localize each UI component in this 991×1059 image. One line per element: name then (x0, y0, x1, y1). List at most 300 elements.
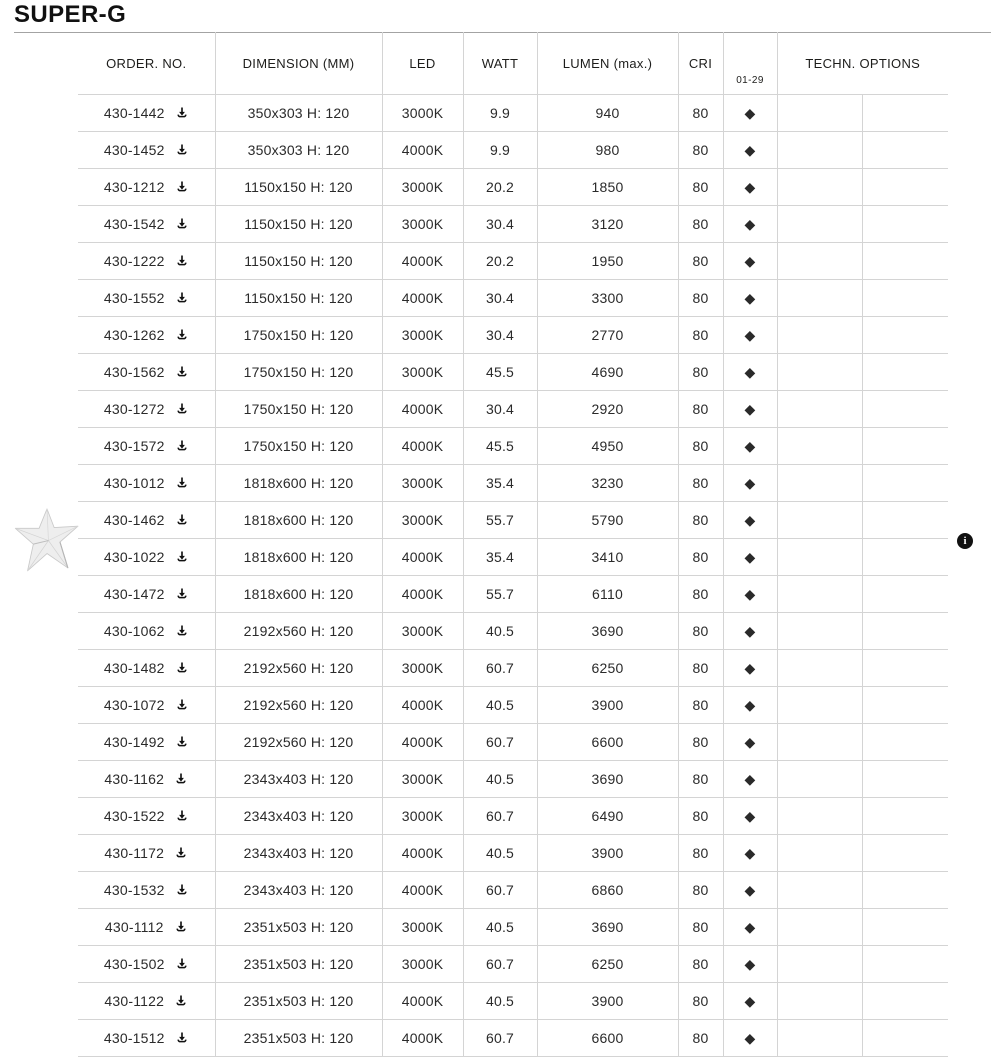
techn-option-cell-2 (862, 243, 948, 280)
techn-option-cell-1 (777, 502, 862, 539)
order-no-cell (78, 465, 215, 502)
lumen-cell: 6250 (537, 650, 678, 687)
download-icon[interactable] (174, 994, 188, 1008)
table-row (78, 761, 948, 798)
diamond-cell: ◆ (723, 798, 777, 835)
cri-cell: 80 (678, 687, 723, 724)
order-number: 430-1122 (104, 993, 165, 1009)
order-number: 430-1552 (103, 290, 165, 306)
techn-option-cell-1 (777, 391, 862, 428)
watt-cell: 20.2 (463, 243, 537, 280)
watt-cell: 40.5 (463, 835, 537, 872)
dimension-cell: 1750x150 H: 120 (215, 428, 382, 465)
header-dimension: DIMENSION (MM) (215, 32, 382, 95)
cri-cell: 80 (678, 95, 723, 132)
dimension-cell: 1150x150 H: 120 (215, 169, 382, 206)
watt-cell: 40.5 (463, 761, 537, 798)
dimension-cell: 350x303 H: 120 (215, 95, 382, 132)
order-no-cell (78, 539, 215, 576)
dimension-cell: 1150x150 H: 120 (215, 280, 382, 317)
watt-cell: 30.4 (463, 206, 537, 243)
lumen-cell: 3900 (537, 687, 678, 724)
order-no-cell (78, 650, 215, 687)
techn-option-cell-1 (777, 317, 862, 354)
led-cell: 3000K (382, 169, 463, 206)
download-icon[interactable] (175, 439, 189, 453)
dimension-cell: 2351x503 H: 120 (215, 909, 382, 946)
led-cell: 4000K (382, 687, 463, 724)
order-no-cell (78, 872, 215, 909)
diamond-cell: ◆ (723, 687, 777, 724)
table-row (78, 1020, 948, 1057)
diamond-cell: ◆ (723, 650, 777, 687)
dimension-cell: 2343x403 H: 120 (215, 798, 382, 835)
diamond-cell: ◆ (723, 243, 777, 280)
info-icon[interactable] (957, 533, 973, 549)
dimension-cell: 1150x150 H: 120 (215, 243, 382, 280)
cri-cell: 80 (678, 169, 723, 206)
cri-cell: 80 (678, 243, 723, 280)
table-row (78, 798, 948, 835)
techn-option-cell-1 (777, 280, 862, 317)
dimension-cell: 2351x503 H: 120 (215, 946, 382, 983)
dimension-cell: 1750x150 H: 120 (215, 354, 382, 391)
diamond-cell: ◆ (723, 317, 777, 354)
diamond-cell: ◆ (723, 539, 777, 576)
led-cell: 4000K (382, 391, 463, 428)
download-icon[interactable] (175, 402, 189, 416)
techn-option-cell-1 (777, 872, 862, 909)
techn-option-cell-1 (777, 1020, 862, 1057)
diamond-cell: ◆ (723, 761, 777, 798)
diamond-cell: ◆ (723, 428, 777, 465)
watt-cell: 45.5 (463, 354, 537, 391)
order-number: 430-1482 (103, 660, 165, 676)
table-row (78, 539, 948, 576)
download-icon[interactable] (175, 1031, 189, 1045)
led-cell: 4000K (382, 1020, 463, 1057)
techn-option-cell-2 (862, 613, 948, 650)
watt-cell: 9.9 (463, 95, 537, 132)
table-row (78, 95, 948, 132)
cri-cell: 80 (678, 613, 723, 650)
dimension-cell: 1818x600 H: 120 (215, 465, 382, 502)
led-cell: 3000K (382, 650, 463, 687)
led-cell: 4000K (382, 243, 463, 280)
download-icon[interactable] (175, 476, 189, 490)
led-cell: 3000K (382, 206, 463, 243)
dimension-cell: 2351x503 H: 120 (215, 1020, 382, 1057)
order-number: 430-1272 (103, 401, 165, 417)
download-icon[interactable] (175, 587, 189, 601)
techn-option-cell-1 (777, 650, 862, 687)
order-no-cell (78, 206, 215, 243)
table-row (78, 243, 948, 280)
download-icon[interactable] (175, 217, 189, 231)
lumen-cell: 6600 (537, 724, 678, 761)
product-thumbnail-super-g-icon (10, 506, 84, 578)
led-cell: 3000K (382, 798, 463, 835)
table-row (78, 280, 948, 317)
cri-cell: 80 (678, 280, 723, 317)
led-cell: 3000K (382, 613, 463, 650)
download-icon[interactable] (175, 254, 189, 268)
order-no-cell (78, 613, 215, 650)
techn-option-cell-2 (862, 280, 948, 317)
order-no-cell (78, 835, 215, 872)
dimension-cell: 2351x503 H: 120 (215, 983, 382, 1020)
lumen-cell: 3690 (537, 909, 678, 946)
watt-cell: 40.5 (463, 687, 537, 724)
techn-option-cell-2 (862, 687, 948, 724)
techn-option-cell-1 (777, 724, 862, 761)
lumen-cell: 3690 (537, 613, 678, 650)
dimension-cell: 2343x403 H: 120 (215, 761, 382, 798)
techn-option-cell-1 (777, 243, 862, 280)
table-row (78, 724, 948, 761)
table-row (78, 169, 948, 206)
dimension-cell: 2343x403 H: 120 (215, 835, 382, 872)
dimension-cell: 2192x560 H: 120 (215, 687, 382, 724)
order-no-cell (78, 576, 215, 613)
watt-cell: 60.7 (463, 724, 537, 761)
diamond-cell: ◆ (723, 835, 777, 872)
led-cell: 4000K (382, 428, 463, 465)
led-cell: 4000K (382, 983, 463, 1020)
order-no-cell (78, 169, 215, 206)
download-icon[interactable] (175, 624, 189, 638)
lumen-cell: 5790 (537, 502, 678, 539)
header-order-no: ORDER. NO. (78, 32, 215, 95)
techn-option-cell-2 (862, 872, 948, 909)
techn-option-cell-2 (862, 835, 948, 872)
download-icon[interactable] (175, 143, 189, 157)
table-row (78, 465, 948, 502)
dimension-cell: 1818x600 H: 120 (215, 539, 382, 576)
led-cell: 3000K (382, 909, 463, 946)
watt-cell: 40.5 (463, 909, 537, 946)
techn-option-cell-2 (862, 946, 948, 983)
diamond-cell: ◆ (723, 872, 777, 909)
order-number: 430-1462 (103, 512, 165, 528)
order-no-cell (78, 687, 215, 724)
diamond-cell: ◆ (723, 724, 777, 761)
led-cell: 4000K (382, 835, 463, 872)
techn-option-cell-2 (862, 724, 948, 761)
techn-option-cell-2 (862, 1020, 948, 1057)
diamond-cell: ◆ (723, 946, 777, 983)
lumen-cell: 3120 (537, 206, 678, 243)
techn-option-cell-2 (862, 132, 948, 169)
watt-cell: 55.7 (463, 502, 537, 539)
download-icon[interactable] (175, 698, 189, 712)
order-no-cell (78, 95, 215, 132)
table-row (78, 576, 948, 613)
techn-option-cell-1 (777, 95, 862, 132)
lumen-cell: 940 (537, 95, 678, 132)
dimension-cell: 350x303 H: 120 (215, 132, 382, 169)
techn-option-cell-1 (777, 206, 862, 243)
download-icon[interactable] (175, 365, 189, 379)
techn-option-cell-2 (862, 983, 948, 1020)
diamond-cell: ◆ (723, 132, 777, 169)
table-header-row (78, 32, 948, 95)
lumen-cell: 4950 (537, 428, 678, 465)
table-row (78, 687, 948, 724)
lumen-cell: 6860 (537, 872, 678, 909)
page-title: SUPER-G (14, 1, 127, 28)
watt-cell: 35.4 (463, 539, 537, 576)
dimension-cell: 1150x150 H: 120 (215, 206, 382, 243)
order-no-cell (78, 798, 215, 835)
download-icon[interactable] (174, 920, 188, 934)
table-row (78, 428, 948, 465)
diamond-cell: ◆ (723, 613, 777, 650)
lumen-cell: 6110 (537, 576, 678, 613)
order-number: 430-1222 (103, 253, 165, 269)
techn-option-cell-2 (862, 502, 948, 539)
header-techn-options: TECHN. OPTIONS (777, 32, 948, 95)
order-no-cell (78, 243, 215, 280)
diamond-cell: ◆ (723, 983, 777, 1020)
diamond-cell: ◆ (723, 206, 777, 243)
order-number: 430-1472 (103, 586, 165, 602)
dimension-cell: 2192x560 H: 120 (215, 613, 382, 650)
techn-option-cell-2 (862, 798, 948, 835)
table-row (78, 650, 948, 687)
cri-cell: 80 (678, 650, 723, 687)
download-icon[interactable] (175, 661, 189, 675)
techn-option-cell-1 (777, 465, 862, 502)
led-cell: 3000K (382, 465, 463, 502)
cri-cell: 80 (678, 798, 723, 835)
header-led: LED (382, 32, 463, 95)
cri-cell: 80 (678, 391, 723, 428)
cri-cell: 80 (678, 502, 723, 539)
dimension-cell: 1750x150 H: 120 (215, 317, 382, 354)
watt-cell: 40.5 (463, 983, 537, 1020)
order-number: 430-1502 (103, 956, 165, 972)
lumen-cell: 1850 (537, 169, 678, 206)
watt-cell: 40.5 (463, 613, 537, 650)
diamond-cell: ◆ (723, 169, 777, 206)
techn-option-cell-1 (777, 576, 862, 613)
download-icon[interactable] (175, 735, 189, 749)
order-no-cell (78, 724, 215, 761)
order-number: 430-1512 (103, 1030, 165, 1046)
header-lumen: LUMEN (max.) (537, 32, 678, 95)
techn-option-cell-2 (862, 391, 948, 428)
techn-option-cell-1 (777, 835, 862, 872)
order-number: 430-1212 (103, 179, 165, 195)
download-icon[interactable] (175, 328, 189, 342)
lumen-cell: 3230 (537, 465, 678, 502)
techn-option-cell-1 (777, 798, 862, 835)
techn-option-cell-2 (862, 95, 948, 132)
dimension-cell: 2343x403 H: 120 (215, 872, 382, 909)
table-row (78, 317, 948, 354)
cri-cell: 80 (678, 539, 723, 576)
watt-cell: 9.9 (463, 132, 537, 169)
order-number: 430-1562 (103, 364, 165, 380)
table-row (78, 613, 948, 650)
watt-cell: 30.4 (463, 391, 537, 428)
order-number: 430-1532 (103, 882, 165, 898)
header-cri: CRI (678, 32, 723, 95)
cri-cell: 80 (678, 761, 723, 798)
techn-option-cell-2 (862, 576, 948, 613)
download-icon[interactable] (175, 291, 189, 305)
table-row (78, 835, 948, 872)
download-icon[interactable] (175, 550, 189, 564)
led-cell: 4000K (382, 724, 463, 761)
order-no-cell (78, 946, 215, 983)
techn-option-cell-1 (777, 687, 862, 724)
cri-cell: 80 (678, 206, 723, 243)
lumen-cell: 2770 (537, 317, 678, 354)
table-row (78, 391, 948, 428)
order-no-cell (78, 502, 215, 539)
table-row (78, 909, 948, 946)
led-cell: 3000K (382, 946, 463, 983)
techn-option-cell-1 (777, 946, 862, 983)
download-icon[interactable] (175, 106, 189, 120)
diamond-cell: ◆ (723, 502, 777, 539)
table-row (78, 206, 948, 243)
lumen-cell: 3900 (537, 835, 678, 872)
order-no-cell (78, 909, 215, 946)
download-icon[interactable] (175, 513, 189, 527)
dimension-cell: 2192x560 H: 120 (215, 650, 382, 687)
techn-option-cell-2 (862, 169, 948, 206)
cri-cell: 80 (678, 1020, 723, 1057)
header-01-29: 01-29 (723, 32, 777, 95)
order-no-cell (78, 132, 215, 169)
table-body (78, 95, 948, 1057)
table-row (78, 354, 948, 391)
watt-cell: 60.7 (463, 650, 537, 687)
order-no-cell (78, 280, 215, 317)
techn-option-cell-2 (862, 206, 948, 243)
table-row (78, 872, 948, 909)
led-cell: 3000K (382, 502, 463, 539)
lumen-cell: 2920 (537, 391, 678, 428)
techn-option-cell-2 (862, 317, 948, 354)
dimension-cell: 1750x150 H: 120 (215, 391, 382, 428)
order-number: 430-1162 (104, 771, 165, 787)
techn-option-cell-1 (777, 909, 862, 946)
cri-cell: 80 (678, 872, 723, 909)
techn-option-cell-1 (777, 983, 862, 1020)
cri-cell: 80 (678, 317, 723, 354)
techn-option-cell-1 (777, 354, 862, 391)
diamond-cell: ◆ (723, 1020, 777, 1057)
dimension-cell: 1818x600 H: 120 (215, 576, 382, 613)
cri-cell: 80 (678, 465, 723, 502)
techn-option-cell-2 (862, 650, 948, 687)
download-icon[interactable] (175, 957, 189, 971)
led-cell: 4000K (382, 872, 463, 909)
watt-cell: 60.7 (463, 1020, 537, 1057)
dimension-cell: 2192x560 H: 120 (215, 724, 382, 761)
diamond-cell: ◆ (723, 280, 777, 317)
techn-option-cell-1 (777, 539, 862, 576)
techn-option-cell-1 (777, 132, 862, 169)
order-number: 430-1112 (104, 919, 164, 935)
download-icon[interactable] (175, 180, 189, 194)
order-no-cell (78, 428, 215, 465)
cri-cell: 80 (678, 724, 723, 761)
cri-cell: 80 (678, 946, 723, 983)
table-row (78, 983, 948, 1020)
led-cell: 3000K (382, 95, 463, 132)
techn-option-cell-1 (777, 428, 862, 465)
table-row (78, 946, 948, 983)
table-row (78, 502, 948, 539)
diamond-cell: ◆ (723, 354, 777, 391)
diamond-cell: ◆ (723, 95, 777, 132)
lumen-cell: 3900 (537, 983, 678, 1020)
order-number: 430-1062 (103, 623, 165, 639)
download-icon[interactable] (174, 846, 188, 860)
product-table (78, 32, 948, 1057)
order-no-cell (78, 1020, 215, 1057)
watt-cell: 60.7 (463, 872, 537, 909)
led-cell: 3000K (382, 354, 463, 391)
order-no-cell (78, 317, 215, 354)
order-number: 430-1522 (103, 808, 165, 824)
download-icon[interactable] (175, 883, 189, 897)
order-number: 430-1492 (103, 734, 165, 750)
led-cell: 4000K (382, 280, 463, 317)
header-watt: WATT (463, 32, 537, 95)
order-no-cell (78, 391, 215, 428)
lumen-cell: 3410 (537, 539, 678, 576)
lumen-cell: 6600 (537, 1020, 678, 1057)
watt-cell: 55.7 (463, 576, 537, 613)
led-cell: 4000K (382, 576, 463, 613)
download-icon[interactable] (175, 809, 189, 823)
order-no-cell (78, 983, 215, 1020)
order-number: 430-1262 (103, 327, 165, 343)
order-number: 430-1452 (103, 142, 165, 158)
cri-cell: 80 (678, 132, 723, 169)
order-number: 430-1012 (103, 475, 165, 491)
watt-cell: 30.4 (463, 317, 537, 354)
cri-cell: 80 (678, 835, 723, 872)
watt-cell: 30.4 (463, 280, 537, 317)
dimension-cell: 1818x600 H: 120 (215, 502, 382, 539)
cri-cell: 80 (678, 354, 723, 391)
diamond-cell: ◆ (723, 391, 777, 428)
watt-cell: 60.7 (463, 946, 537, 983)
techn-option-cell-1 (777, 761, 862, 798)
order-no-cell (78, 354, 215, 391)
table-row (78, 132, 948, 169)
order-number: 430-1072 (103, 697, 165, 713)
techn-option-cell-2 (862, 354, 948, 391)
cri-cell: 80 (678, 983, 723, 1020)
techn-option-cell-2 (862, 539, 948, 576)
techn-option-cell-2 (862, 909, 948, 946)
techn-option-cell-2 (862, 465, 948, 502)
download-icon[interactable] (174, 772, 188, 786)
watt-cell: 20.2 (463, 169, 537, 206)
diamond-cell: ◆ (723, 909, 777, 946)
watt-cell: 45.5 (463, 428, 537, 465)
led-cell: 4000K (382, 539, 463, 576)
order-number: 430-1542 (103, 216, 165, 232)
